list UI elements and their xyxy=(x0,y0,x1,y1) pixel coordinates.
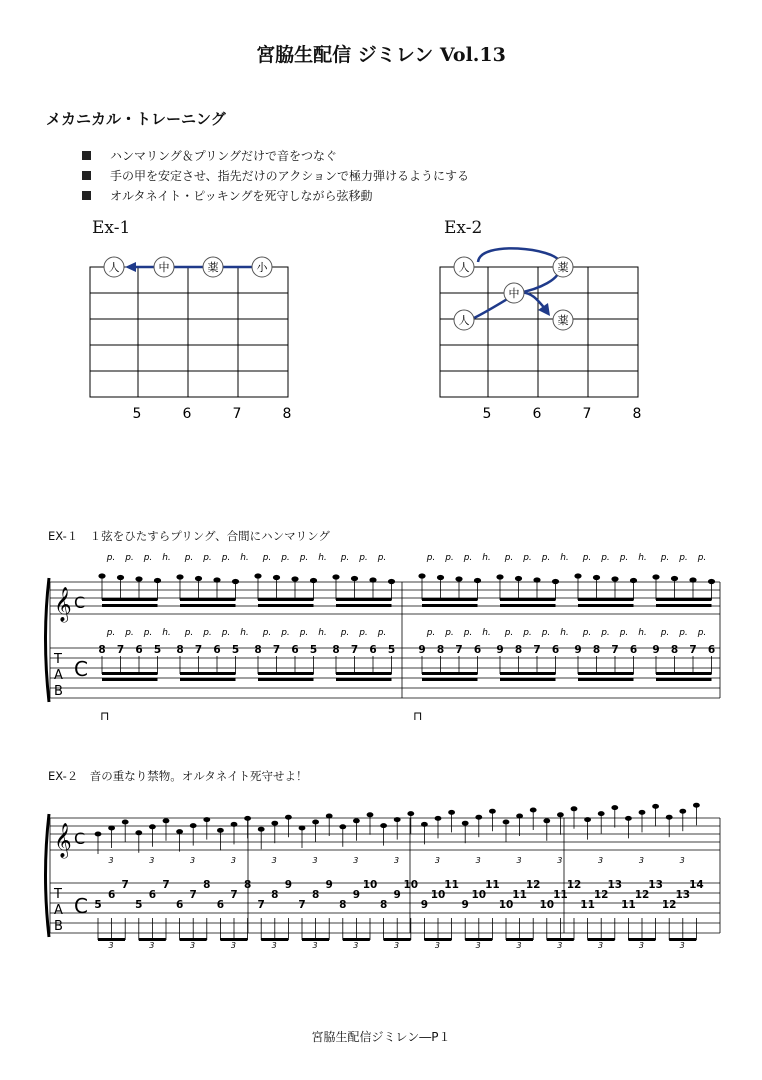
tab-number: 9 xyxy=(461,899,469,911)
beam xyxy=(422,678,478,681)
tab-number: 9 xyxy=(574,644,582,656)
tab-letter: A xyxy=(54,903,63,918)
tab-letter: B xyxy=(54,684,63,699)
svg-text:𝄞: 𝄞 xyxy=(54,823,72,858)
tab-number: 7 xyxy=(689,644,697,656)
pick-down-icon: ⊓ xyxy=(100,709,110,723)
finger-label: 薬 xyxy=(557,261,569,274)
beam xyxy=(500,678,556,681)
triplet-mark: 3 xyxy=(271,856,277,865)
fretboard-diagram-2 xyxy=(420,240,660,430)
tab-number: 7 xyxy=(189,889,197,901)
beam xyxy=(422,598,478,601)
beam xyxy=(656,598,712,601)
tab-number: 8 xyxy=(379,899,388,911)
tab-number: 13 xyxy=(607,879,623,891)
triplet-mark: 3 xyxy=(108,941,114,950)
tab-number: 11 xyxy=(444,879,459,891)
bullet-item: オルタネイト・ピッキングを死守しながら弦移動 xyxy=(82,186,469,206)
time-signature: C xyxy=(74,829,86,848)
tab-number: 6 xyxy=(707,644,716,656)
triplet-mark: 3 xyxy=(149,856,155,865)
triplet-mark: 3 xyxy=(394,941,400,950)
articulation-mark: p. xyxy=(445,553,454,563)
triplet-mark: 3 xyxy=(679,856,685,865)
tab-number: 8 xyxy=(436,644,445,656)
articulation-mark: p. xyxy=(601,628,610,638)
triplet-mark: 3 xyxy=(598,941,604,950)
articulation-mark: p. xyxy=(377,553,387,563)
tab-number: 5 xyxy=(94,899,102,911)
beam xyxy=(578,604,634,607)
tab-number: 12 xyxy=(661,899,677,911)
articulation-mark: p. xyxy=(125,553,134,563)
articulation-mark: h. xyxy=(560,553,569,563)
tab-number: 10 xyxy=(498,899,514,911)
beam xyxy=(336,678,392,681)
triplet-mark: 3 xyxy=(557,941,563,950)
beam xyxy=(258,672,314,675)
tab-number: 8 xyxy=(271,889,279,901)
triplet-mark: 3 xyxy=(434,856,440,865)
tab-number: 8 xyxy=(203,879,211,891)
tab-number: 7 xyxy=(533,644,541,656)
articulation-mark: h. xyxy=(482,553,491,563)
tab-number: 9 xyxy=(420,899,429,911)
ex1-label: EX-１ １弦をひたすらプリング、合間にハンマリング xyxy=(48,529,330,543)
tab-number: 10 xyxy=(471,889,487,901)
tab-letter: T xyxy=(54,652,62,667)
svg-text:𝄞: 𝄞 xyxy=(54,587,72,622)
tab-number: 6 xyxy=(135,644,143,656)
beam xyxy=(180,678,236,681)
tab-number: 8 xyxy=(176,644,184,656)
triplet-mark: 3 xyxy=(638,941,644,950)
tab-number: 12 xyxy=(593,889,609,901)
tab-number: 10 xyxy=(403,879,419,891)
articulation-mark: h. xyxy=(162,628,171,638)
tab-number: 5 xyxy=(231,644,240,656)
articulation-mark: p. xyxy=(340,553,350,563)
tab-number: 7 xyxy=(116,644,125,656)
beam xyxy=(578,598,634,601)
articulation-mark: p. xyxy=(143,553,153,563)
articulation-mark: p. xyxy=(426,628,436,638)
tab-number: 6 xyxy=(551,644,560,656)
articulation-mark: p. xyxy=(582,628,592,638)
articulation-mark: h. xyxy=(318,553,327,563)
tab-number: 7 xyxy=(298,899,306,911)
tab-number: 6 xyxy=(175,899,184,911)
articulation-mark: p. xyxy=(660,628,670,638)
fret-number: 5 xyxy=(132,406,142,422)
tab-number: 7 xyxy=(230,889,238,901)
triplet-mark: 3 xyxy=(230,856,236,865)
tab-number: 5 xyxy=(309,644,318,656)
fret-number: 8 xyxy=(282,406,292,422)
tab-number: 11 xyxy=(621,899,636,911)
articulation-mark: p. xyxy=(523,628,532,638)
beam xyxy=(102,672,158,675)
articulation-mark: h. xyxy=(240,628,249,638)
articulation-mark: p. xyxy=(262,628,272,638)
tab-number: 6 xyxy=(369,644,377,656)
beam xyxy=(656,678,712,681)
tab-number: 7 xyxy=(272,644,281,656)
tab-number: 11 xyxy=(512,889,527,901)
beam xyxy=(578,672,634,675)
articulation-mark: p. xyxy=(601,553,610,563)
articulation-mark: p. xyxy=(359,553,368,563)
triplet-mark: 3 xyxy=(190,856,196,865)
articulation-mark: p. xyxy=(203,628,212,638)
articulation-mark: p. xyxy=(184,628,194,638)
articulation-mark: p. xyxy=(523,553,532,563)
triplet-mark: 3 xyxy=(475,941,481,950)
beam xyxy=(102,598,158,601)
tab-number: 12 xyxy=(566,879,582,891)
ex1-notation xyxy=(40,548,730,728)
finger-label: 薬 xyxy=(207,261,219,274)
tab-number: 9 xyxy=(325,879,333,891)
articulation-mark: p. xyxy=(299,628,309,638)
tab-number: 14 xyxy=(689,879,704,891)
beam xyxy=(180,598,236,601)
beam xyxy=(336,672,392,675)
bullet-item: 手の甲を安定させ、指先だけのアクションで極力弾けるようにする xyxy=(82,166,469,186)
triplet-mark: 3 xyxy=(557,856,563,865)
tab-number: 6 xyxy=(216,899,225,911)
beam xyxy=(500,604,556,607)
tab-number: 9 xyxy=(496,644,504,656)
articulation-mark: p. xyxy=(184,553,194,563)
articulation-mark: p. xyxy=(262,553,272,563)
time-signature: C xyxy=(74,657,88,681)
triplet-mark: 3 xyxy=(312,856,318,865)
fret-number: 8 xyxy=(632,406,642,422)
tab-number: 9 xyxy=(418,644,426,656)
articulation-mark: p. xyxy=(679,628,688,638)
articulation-mark: h. xyxy=(482,628,491,638)
tab-number: 11 xyxy=(553,889,568,901)
articulation-mark: p. xyxy=(463,628,473,638)
tab-letter: A xyxy=(54,668,63,683)
tab-number: 7 xyxy=(455,644,463,656)
finger-label: 中 xyxy=(158,261,170,274)
diagram2-label: Ex-2 xyxy=(444,218,483,238)
tab-letter: B xyxy=(54,919,63,934)
finger-label: 人 xyxy=(458,261,470,274)
triplet-mark: 3 xyxy=(434,941,440,950)
articulation-mark: p. xyxy=(619,553,629,563)
beam xyxy=(102,678,158,681)
beam xyxy=(422,604,478,607)
bullet-list xyxy=(82,146,469,206)
triplet-mark: 3 xyxy=(230,941,236,950)
beam xyxy=(500,672,556,675)
tab-number: 6 xyxy=(291,644,299,656)
articulation-mark: p. xyxy=(125,628,134,638)
tab-number: 9 xyxy=(652,644,660,656)
tab-number: 6 xyxy=(213,644,221,656)
tab-number: 8 xyxy=(311,889,320,901)
tab-number: 8 xyxy=(254,644,262,656)
beam xyxy=(578,678,634,681)
articulation-mark: p. xyxy=(660,553,670,563)
tab-number: 7 xyxy=(350,644,359,656)
tab-number: 13 xyxy=(648,879,663,891)
triplet-mark: 3 xyxy=(679,941,685,950)
fret-number: 5 xyxy=(482,406,492,422)
triplet-mark: 3 xyxy=(108,856,114,865)
triplet-mark: 3 xyxy=(598,856,604,865)
articulation-mark: p. xyxy=(697,553,707,563)
articulation-mark: h. xyxy=(638,553,647,563)
tab-number: 8 xyxy=(243,879,252,891)
finger-label: 人 xyxy=(458,314,470,327)
articulation-mark: p. xyxy=(582,553,592,563)
tab-number: 5 xyxy=(153,644,162,656)
articulation-mark: p. xyxy=(504,628,514,638)
finger-label: 小 xyxy=(256,261,268,274)
triplet-mark: 3 xyxy=(516,856,522,865)
articulation-mark: p. xyxy=(619,628,629,638)
triplet-mark: 3 xyxy=(353,856,359,865)
page-footer: 宮脇生配信ジミレン―P１ xyxy=(311,1030,451,1044)
tab-number: 7 xyxy=(121,879,129,891)
beam xyxy=(336,598,392,601)
tab-number: 8 xyxy=(98,644,106,656)
tab-number: 9 xyxy=(352,889,361,901)
beam xyxy=(422,672,478,675)
triplet-mark: 3 xyxy=(149,941,155,950)
tab-number: 10 xyxy=(539,899,555,911)
articulation-mark: p. xyxy=(679,553,688,563)
tab-number: 13 xyxy=(675,889,691,901)
articulation-mark: h. xyxy=(560,628,569,638)
tab-number: 11 xyxy=(485,879,500,891)
articulation-mark: p. xyxy=(281,553,290,563)
beam xyxy=(258,678,314,681)
section-title: メカニカル・トレーニング xyxy=(46,110,226,128)
tab-number: 6 xyxy=(107,889,116,901)
finger-label: 薬 xyxy=(557,314,569,327)
triplet-mark: 3 xyxy=(271,941,277,950)
triplet-mark: 3 xyxy=(353,941,359,950)
tab-number: 8 xyxy=(514,644,523,656)
articulation-mark: p. xyxy=(221,628,231,638)
tab-number: 7 xyxy=(611,644,619,656)
articulation-mark: p. xyxy=(541,553,551,563)
tab-number: 6 xyxy=(629,644,638,656)
beam xyxy=(656,604,712,607)
articulation-mark: h. xyxy=(318,628,327,638)
finger-label: 人 xyxy=(108,261,120,274)
tab-number: 7 xyxy=(194,644,203,656)
tab-number: 6 xyxy=(148,889,157,901)
articulation-mark: p. xyxy=(143,628,153,638)
tab-number: 8 xyxy=(670,644,679,656)
articulation-mark: p. xyxy=(106,553,116,563)
time-signature: C xyxy=(74,593,86,612)
ex2-notation xyxy=(40,790,730,950)
articulation-mark: p. xyxy=(504,553,514,563)
articulation-mark: p. xyxy=(697,628,707,638)
triplet-mark: 3 xyxy=(312,941,318,950)
articulation-mark: p. xyxy=(203,553,212,563)
diagram1-label: Ex-1 xyxy=(92,218,131,238)
beam xyxy=(336,604,392,607)
tab-number: 5 xyxy=(387,644,396,656)
articulation-mark: p. xyxy=(340,628,350,638)
articulation-mark: p. xyxy=(377,628,387,638)
tab-number: 10 xyxy=(362,879,378,891)
tab-number: 6 xyxy=(473,644,482,656)
tab-number: 10 xyxy=(430,889,446,901)
articulation-mark: p. xyxy=(106,628,116,638)
articulation-mark: p. xyxy=(359,628,368,638)
fret-number: 6 xyxy=(532,406,542,422)
tab-number: 9 xyxy=(284,879,293,891)
tab-letter: T xyxy=(54,887,62,902)
fretboard-diagram-1 xyxy=(70,240,310,430)
tab-number: 12 xyxy=(525,879,541,891)
ex2-label: EX-２ 音の重なり禁物。オルタネイト死守せよ！ xyxy=(48,769,308,783)
beam xyxy=(180,604,236,607)
articulation-mark: h. xyxy=(240,553,249,563)
articulation-mark: p. xyxy=(299,553,309,563)
tab-number: 8 xyxy=(592,644,601,656)
triplet-mark: 3 xyxy=(394,856,400,865)
fret-number: 7 xyxy=(232,406,242,422)
beam xyxy=(656,672,712,675)
tab-number: 8 xyxy=(332,644,340,656)
tab-number: 7 xyxy=(257,899,265,911)
triplet-mark: 3 xyxy=(190,941,196,950)
fret-number: 7 xyxy=(582,406,592,422)
beam xyxy=(102,604,158,607)
tab-number: 7 xyxy=(162,879,170,891)
tab-number: 11 xyxy=(580,899,595,911)
page-title: 宮脇生配信 ジミレン Vol.13 xyxy=(256,44,506,66)
time-signature: C xyxy=(74,894,88,918)
articulation-mark: p. xyxy=(221,553,231,563)
articulation-mark: p. xyxy=(463,553,473,563)
articulation-mark: h. xyxy=(162,553,171,563)
beam xyxy=(500,598,556,601)
bullet-item: ハンマリング＆プリングだけで音をつなぐ xyxy=(82,146,469,166)
articulation-mark: p. xyxy=(426,553,436,563)
beam xyxy=(180,672,236,675)
articulation-mark: p. xyxy=(541,628,551,638)
triplet-mark: 3 xyxy=(475,856,481,865)
tab-number: 12 xyxy=(634,889,650,901)
beam xyxy=(258,604,314,607)
articulation-mark: p. xyxy=(281,628,290,638)
pick-down-icon: ⊓ xyxy=(413,709,423,723)
triplet-mark: 3 xyxy=(516,941,522,950)
finger-label: 中 xyxy=(508,287,520,300)
fret-number: 6 xyxy=(182,406,192,422)
tab-number: 5 xyxy=(135,899,143,911)
tab-number: 9 xyxy=(393,889,401,901)
articulation-mark: p. xyxy=(445,628,454,638)
triplet-mark: 3 xyxy=(638,856,644,865)
articulation-mark: h. xyxy=(638,628,647,638)
tab-number: 8 xyxy=(339,899,347,911)
beam xyxy=(258,598,314,601)
